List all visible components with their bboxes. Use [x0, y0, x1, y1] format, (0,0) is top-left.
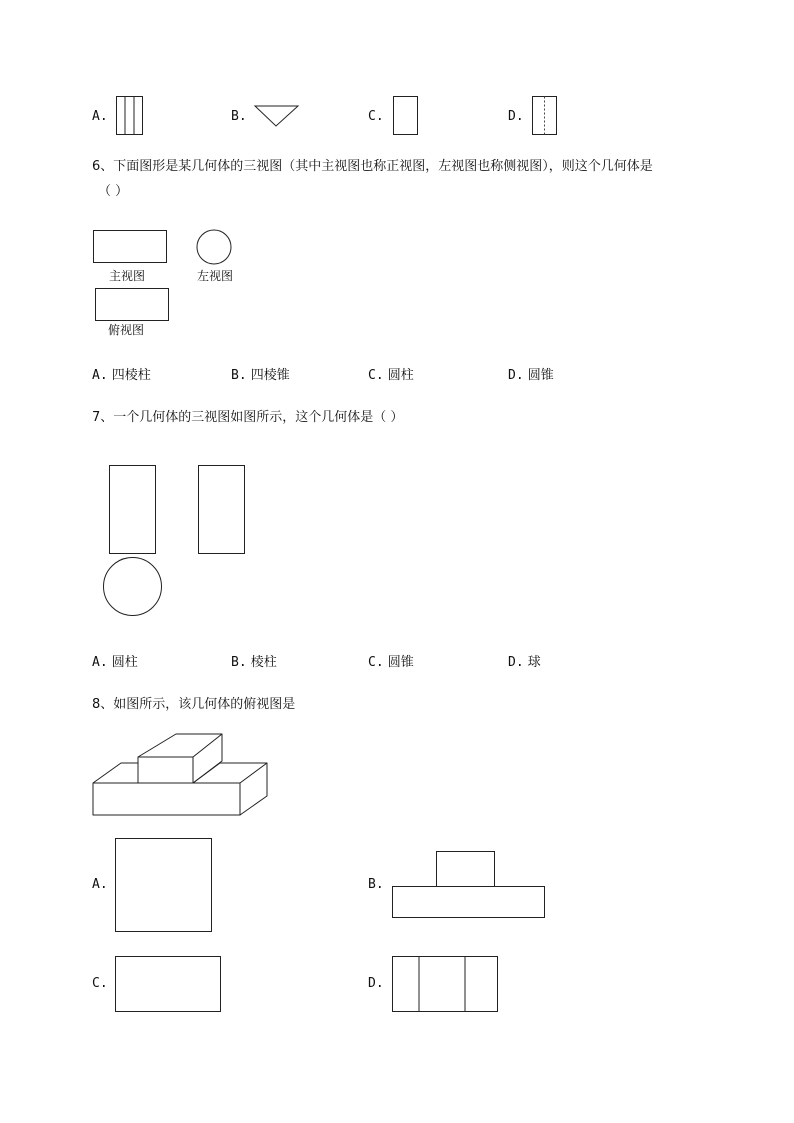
q5-option-d-label[interactable]: D.	[508, 109, 524, 124]
q8-option-d-label[interactable]: D.	[368, 976, 384, 991]
q5-option-c-figure	[393, 96, 419, 136]
q8-option-d-figure	[392, 956, 499, 1013]
q8-stem: 8、如图所示，该几何体的俯视图是	[92, 697, 296, 712]
q5-option-d-figure	[532, 96, 558, 136]
q8-option-a-label[interactable]: A.	[92, 877, 108, 892]
q6-option-c[interactable]: C. 圆柱	[368, 368, 414, 383]
q6-left-view-label: 左视图	[197, 269, 234, 283]
q7-stem: 7、一个几何体的三视图如图所示，这个几何体是（ ）	[92, 410, 404, 425]
q8-option-b-figure	[392, 851, 546, 919]
q8-solid-figure	[90, 730, 272, 820]
q7-top-view-figure	[103, 557, 163, 617]
q8-option-c-figure	[115, 956, 222, 1013]
q6-front-view-figure	[93, 230, 168, 264]
q8-option-a-figure	[115, 838, 213, 933]
q5-option-a-figure	[116, 96, 144, 136]
q5-option-a-label[interactable]: A.	[92, 109, 108, 124]
q7-left-view-figure	[198, 465, 246, 555]
q6-left-view-figure	[196, 229, 233, 266]
q7-option-a[interactable]: A. 圆柱	[92, 655, 138, 670]
q5-option-b-label[interactable]: B.	[231, 109, 247, 124]
q6-answer-blank: （ ）	[98, 184, 129, 199]
q6-option-d[interactable]: D. 圆锥	[508, 368, 554, 383]
q6-stem: 6、下面图形是某几何体的三视图（其中主视图也称正视图，左视图也称侧视图），则这个几何体是	[92, 159, 653, 174]
q8-option-c-label[interactable]: C.	[92, 976, 108, 991]
q6-front-view-label: 主视图	[109, 269, 146, 283]
q6-top-view-label: 俯视图	[108, 323, 145, 337]
q6-option-a[interactable]: A. 四棱柱	[92, 368, 151, 383]
q5-option-b-figure	[254, 105, 300, 127]
q6-option-b[interactable]: B. 四棱锥	[231, 368, 290, 383]
q5-option-c-label[interactable]: C.	[368, 109, 384, 124]
q6-top-view-figure	[95, 288, 170, 322]
q8-option-b-label[interactable]: B.	[368, 877, 384, 892]
q7-option-d[interactable]: D. 球	[508, 655, 541, 670]
q7-option-c[interactable]: C. 圆锥	[368, 655, 414, 670]
q7-option-b[interactable]: B. 棱柱	[231, 655, 277, 670]
q7-front-view-figure	[109, 465, 157, 555]
